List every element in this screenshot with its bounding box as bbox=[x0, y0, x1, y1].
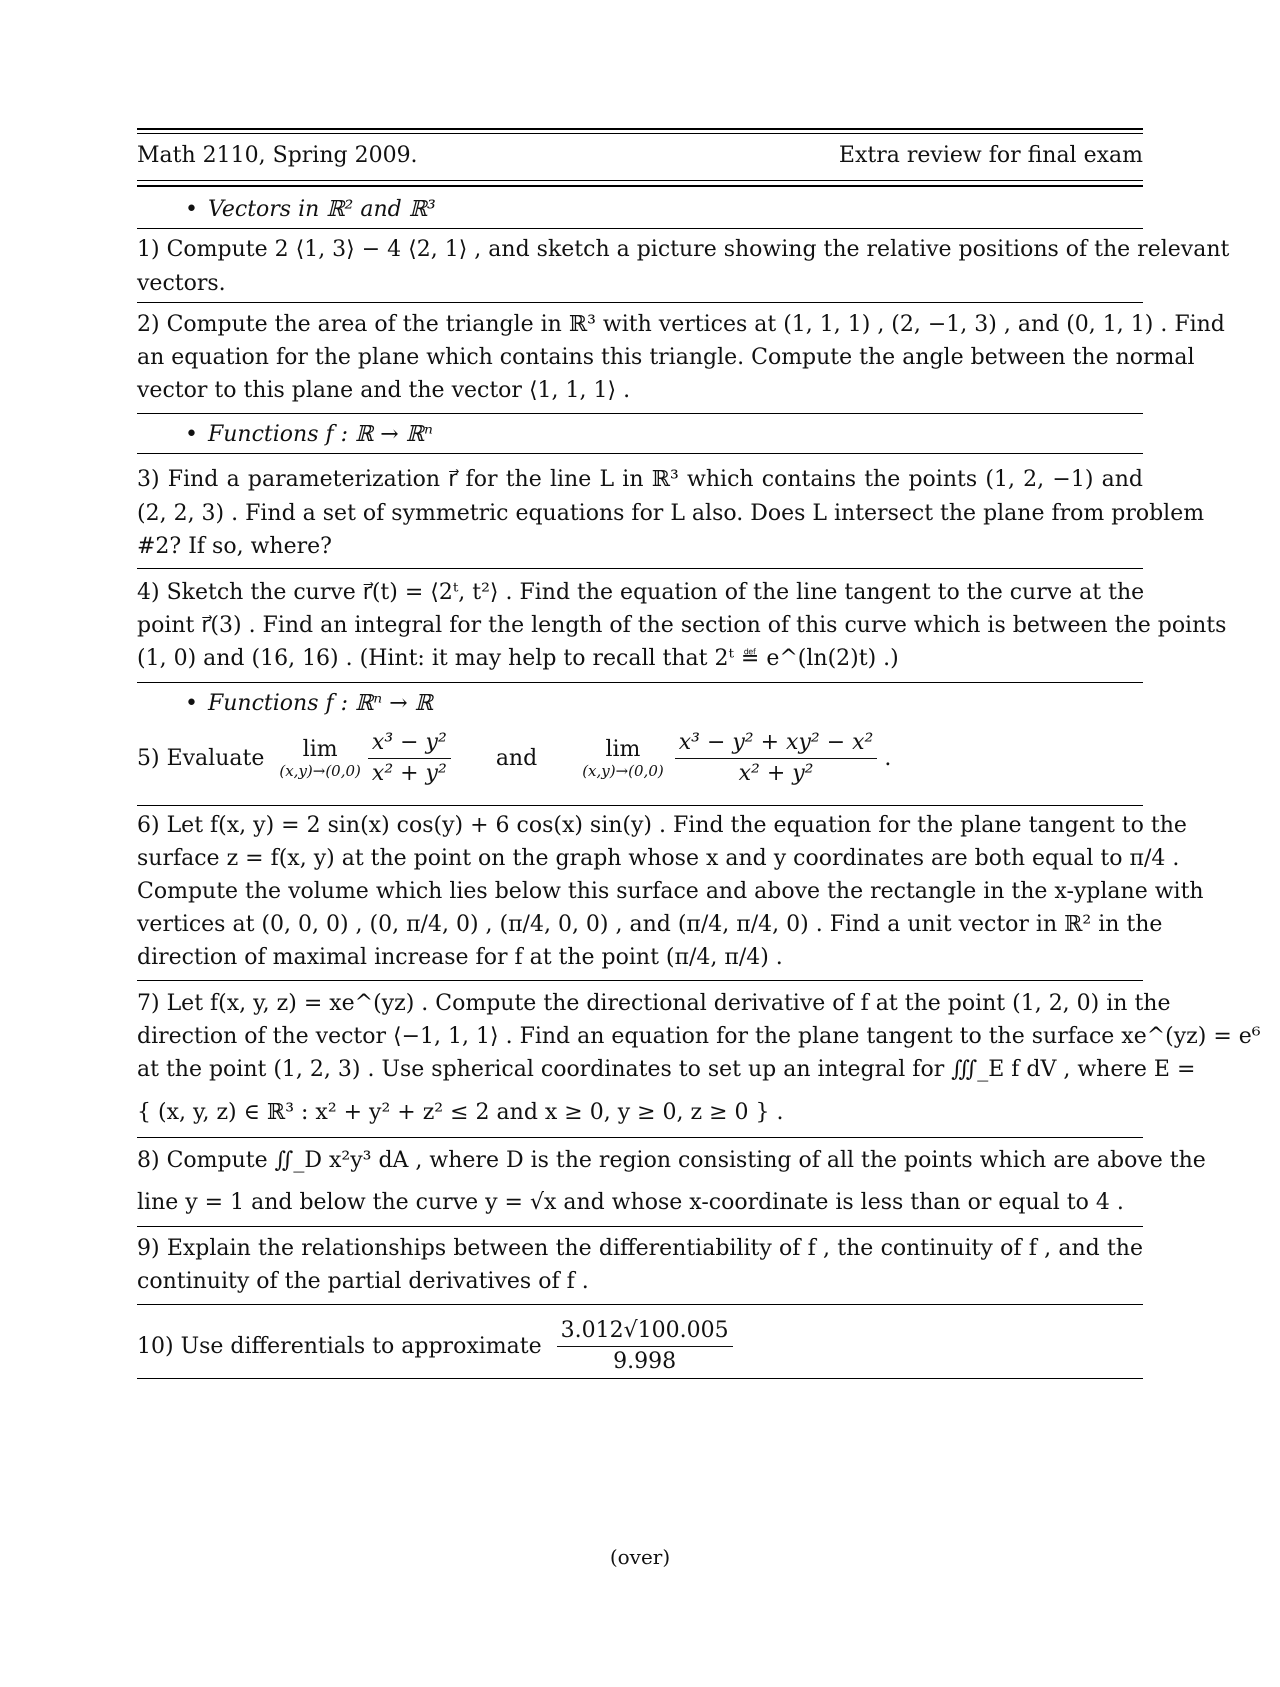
problem-6-line-2: surface z = f(x, y) at the point on the graph whose x and y coordinates are both equal to π/4 . bbox=[137, 846, 1180, 871]
problem-1-line-1: 1) Compute 2 ⟨1, 3⟩ − 4 ⟨2, 1⟩ , and sketch a picture showing the relative positions of the relevant bbox=[137, 237, 1230, 262]
problem-10-label: 10) Use differentials to approximate bbox=[137, 1334, 542, 1359]
divider bbox=[137, 980, 1143, 981]
limit-2 bbox=[582, 738, 664, 780]
divider bbox=[137, 1226, 1143, 1227]
document-title: Extra review for final exam bbox=[838, 143, 1143, 168]
divider bbox=[137, 1304, 1143, 1305]
bullet-icon: • bbox=[185, 422, 198, 447]
fraction-numerator: x³ − y² bbox=[368, 728, 451, 759]
problem-3-line-1: 3) Find a parameterization r⃗ for the line L in ℝ³ which contains the points (1, 2, −1) and bbox=[137, 467, 1143, 492]
limit-subscript: (x,y)→(0,0) bbox=[582, 761, 664, 780]
divider bbox=[137, 1137, 1143, 1138]
problem-7-line-4: { (x, y, z) ∈ ℝ³ : x² + y² + z² ≤ 2 and x ≥ 0, y ≥ 0, z ≥ 0 } . bbox=[137, 1100, 784, 1125]
divider bbox=[137, 1378, 1143, 1379]
fraction-denominator: x² + y² bbox=[738, 761, 814, 786]
limit-1 bbox=[279, 738, 361, 780]
problem-6-line-1: 6) Let f(x, y) = 2 sin(x) cos(y) + 6 cos(x) sin(y) . Find the equation for the plane tangent to the bbox=[137, 813, 1187, 838]
bullet-icon: • bbox=[185, 691, 198, 716]
problem-3-line-2: (2, 2, 3) . Find a set of symmetric equations for L also. Does L intersect the plane from problem bbox=[137, 501, 1205, 526]
fraction-denominator: 9.998 bbox=[613, 1349, 677, 1374]
header-rule-top-1 bbox=[137, 128, 1143, 130]
section-curves-label: Functions f : ℝ → ℝⁿ bbox=[207, 422, 433, 447]
divider bbox=[137, 453, 1143, 454]
divider bbox=[137, 805, 1143, 806]
problem-4-line-1: 4) Sketch the curve r⃗(t) = ⟨2ᵗ, t²⟩ . Find the equation of the line tangent to the curve at the bbox=[137, 580, 1145, 605]
problem-2-line-3: vector to this plane and the vector ⟨1, 1, 1⟩ . bbox=[137, 378, 631, 403]
fraction-numerator: x³ − y² + xy² − x² bbox=[675, 728, 878, 759]
problem-2-line-2: an equation for the plane which contains this triangle. Compute the angle between the normal bbox=[137, 345, 1195, 370]
period: . bbox=[884, 746, 892, 771]
problem-10-fraction bbox=[557, 1316, 733, 1377]
problem-8-line-1: 8) Compute ∬_D x²y³ dA , where D is the region consisting of all the points which are above the bbox=[137, 1148, 1206, 1173]
limit-word: lim bbox=[302, 736, 338, 762]
section-surfaces-label: Functions f : ℝⁿ → ℝ bbox=[207, 691, 433, 716]
limit-word: lim bbox=[605, 736, 641, 762]
problem-6-line-4: vertices at (0, 0, 0) , (0, π/4, 0) , (π/4, 0, 0) , and (π/4, π/4, 0) . Find a unit vector in ℝ² in the bbox=[137, 912, 1163, 937]
problem-2-line-1: 2) Compute the area of the triangle in ℝ³ with vertices at (1, 1, 1) , (2, −1, 3) , and (0, 1, 1) . Find bbox=[137, 312, 1225, 337]
fraction-numerator: 3.012√100.005 bbox=[557, 1316, 733, 1347]
fraction-denominator: x² + y² bbox=[371, 761, 447, 786]
problem-6-line-5: direction of maximal increase for f at the point (π/4, π/4) . bbox=[137, 945, 783, 970]
limit-subscript: (x,y)→(0,0) bbox=[279, 761, 361, 780]
divider bbox=[137, 413, 1143, 414]
divider bbox=[137, 228, 1143, 229]
problem-7-line-3: at the point (1, 2, 3) . Use spherical coordinates to set up an integral for ∭_E f dV , where E = bbox=[137, 1057, 1196, 1082]
header-rule-bottom-1 bbox=[137, 180, 1143, 181]
problem-6-line-3: Compute the volume which lies below this surface and above the rectangle in the x-yplane with bbox=[137, 879, 1204, 904]
section-curves bbox=[185, 417, 433, 453]
problem-7-line-1: 7) Let f(x, y, z) = xe^(yz) . Compute the directional derivative of f at the point (1, 2, 0) in the bbox=[137, 991, 1171, 1016]
divider bbox=[137, 682, 1143, 683]
section-vectors-label: Vectors in ℝ² and ℝ³ bbox=[207, 197, 436, 222]
header-rule-bottom-2 bbox=[137, 185, 1143, 187]
page-footer: (over) bbox=[609, 1545, 671, 1569]
header-rule-top-2 bbox=[137, 133, 1143, 134]
section-vectors bbox=[185, 192, 436, 228]
section-surfaces bbox=[185, 686, 433, 722]
problem-4-line-3: (1, 0) and (16, 16) . (Hint: it may help to recall that 2ᵗ ≝ e^(ln(2)t) .) bbox=[137, 646, 899, 671]
problem-10 bbox=[137, 1316, 1143, 1377]
problem-5-label: 5) Evaluate bbox=[137, 746, 265, 771]
problem-1-line-2: vectors. bbox=[137, 271, 226, 296]
problem-5 bbox=[137, 728, 1143, 789]
problem-3-line-3: #2? If so, where? bbox=[137, 534, 332, 559]
limit-2-fraction bbox=[675, 728, 878, 789]
and-text: and bbox=[495, 746, 538, 771]
bullet-icon: • bbox=[185, 197, 198, 222]
problem-8-line-2: line y = 1 and below the curve y = √x and whose x-coordinate is less than or equal to 4 . bbox=[137, 1190, 1124, 1215]
divider bbox=[137, 568, 1143, 569]
problem-9-line-2: continuity of the partial derivatives of f . bbox=[137, 1269, 589, 1294]
problem-9-line-1: 9) Explain the relationships between the differentiability of f , the continuity of f , and the bbox=[137, 1236, 1143, 1261]
problem-4-line-2: point r⃗(3) . Find an integral for the length of the section of this curve which is between the points bbox=[137, 613, 1227, 638]
divider bbox=[137, 302, 1143, 303]
problem-7-line-2: direction of the vector ⟨−1, 1, 1⟩ . Find an equation for the plane tangent to the surface xe^(yz) = e⁶ bbox=[137, 1024, 1261, 1049]
course-title: Math 2110, Spring 2009. bbox=[137, 143, 418, 168]
limit-1-fraction bbox=[368, 728, 451, 789]
